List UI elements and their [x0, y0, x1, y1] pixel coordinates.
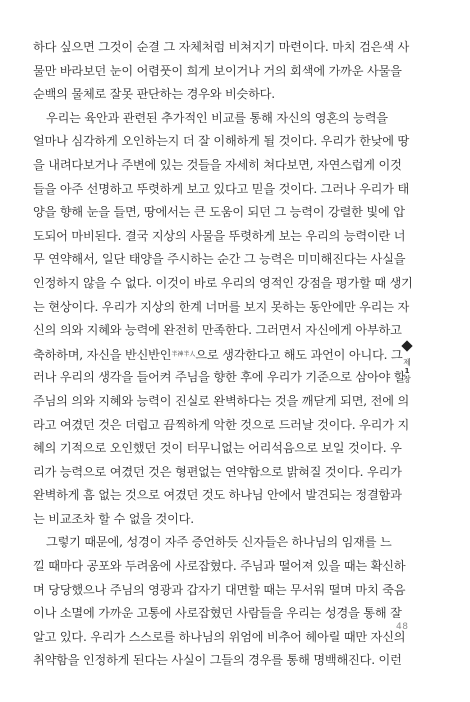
- text-segment: 축하하며, 자신을 반신반인: [33, 347, 172, 362]
- text-line: 그렇기 때문에, 성경이 자주 증언하듯 신자들은 하나님의 임재를 느: [46, 535, 392, 550]
- page-number: 48: [396, 622, 409, 632]
- text-line: 완벽하게 흠 없는 것으로 여겼던 것도 하나님 안에서 발견되는 정결함과: [33, 488, 402, 503]
- chapter-label: 장: [403, 375, 411, 384]
- text-line-with-hanja: [33, 343, 403, 367]
- diamond-icon: [401, 340, 412, 351]
- text-line: 주님의 의와 지혜와 능력이 진실로 완벽하다는 것을 깨닫게 되면, 전에 의: [33, 393, 410, 408]
- text-line: 하다 싶으면 그것이 순결 그 자체처럼 비쳐지기 마련이다. 마치 검은색 사: [33, 40, 410, 54]
- text-line: 신의 의와 지혜와 능력에 완전히 만족한다. 그러면서 자신에게 아부하고: [33, 323, 402, 338]
- text-line: 알고 있다. 우리가 스스로를 하나님의 위엄에 비추어 헤아릴 때만 자신의: [33, 629, 406, 644]
- text-line: 는 현상이다. 우리가 지상의 한계 너머를 보지 못하는 동안에만 우리는 자: [33, 299, 410, 314]
- text-line: 물만 바라보던 눈이 어렴풋이 희게 보이거나 거의 회색에 가까운 사물을: [33, 63, 402, 78]
- text-line: 러나 우리의 생각을 들어켜 주님을 향한 후에 우리가 기준으로 삼아야 할: [33, 370, 406, 385]
- chapter-marker: [399, 342, 415, 384]
- text-line: 얼마나 심각하게 오인하는지 더 잘 이해하게 될 것이다. 우리가 한낮에 땅: [33, 134, 410, 149]
- text-line: 인정하지 않을 수 없다. 이것이 바로 우리의 영적인 강점을 평가할 때 생기: [33, 275, 413, 290]
- text-line: 순백의 물체로 잘못 판단하는 경우와 비슷하다.: [33, 87, 275, 102]
- text-line: 낄 때마다 공포와 두려움에 사로잡혔다. 주님과 떨어져 있을 때는 확신하: [33, 559, 406, 574]
- hanja-annotation: 半神半人: [171, 350, 196, 358]
- text-line: 는 비교조차 할 수 없을 것이다.: [33, 511, 194, 526]
- text-line: 취약함을 인정하게 된다는 사실이 그들의 경우를 통해 명백해진다. 이런: [33, 653, 402, 668]
- text-line: 며 당당했으나 주님의 영광과 갑자기 대면할 때는 무서워 떨며 마치 죽음: [33, 582, 406, 597]
- chapter-prefix: 제: [403, 358, 411, 367]
- text-line: 을 내려다보거나 주변에 있는 것들을 자세히 쳐다보면, 자연스럽게 이것: [33, 157, 402, 172]
- text-line: 우리는 육안과 관련된 추가적인 비교를 통해 자신의 영혼의 능력을: [46, 110, 388, 125]
- text-line: 리가 능력으로 여겼던 것은 형편없는 연약함으로 밝혀질 것이다. 우리가: [33, 464, 402, 479]
- text-line: 도되어 마비된다. 결국 지상의 사물을 뚜렷하게 보는 우리의 능력이란 너: [33, 228, 406, 243]
- text-line: 무 연약해서, 일단 태양을 주시하는 순간 그 능력은 미미해진다는 사실을: [33, 252, 406, 267]
- text-line: 라고 여겼던 것은 더럽고 끔찍하게 악한 것으로 드러날 것이다. 우리가 지: [33, 417, 410, 432]
- text-line: 들을 아주 선명하고 뚜렷하게 보고 있다고 믿을 것이다. 그러나 우리가 태: [33, 181, 410, 196]
- text-line: 혜의 기적으로 오인했던 것이 터무니없는 어리석음으로 보일 것이다. 우: [33, 441, 402, 456]
- text-line: 이나 소멸에 가까운 고통에 사로잡혔던 사람들을 우리는 성경을 통해 잘: [33, 606, 402, 621]
- text-line: 양을 향해 눈을 들면, 땅에서는 큰 도움이 되던 그 능력이 강렬한 빛에 압: [33, 205, 405, 220]
- text-segment: 으로 생각한다고 해도 과언이 아니다. 그: [195, 347, 403, 362]
- chapter-number: 1: [404, 367, 410, 375]
